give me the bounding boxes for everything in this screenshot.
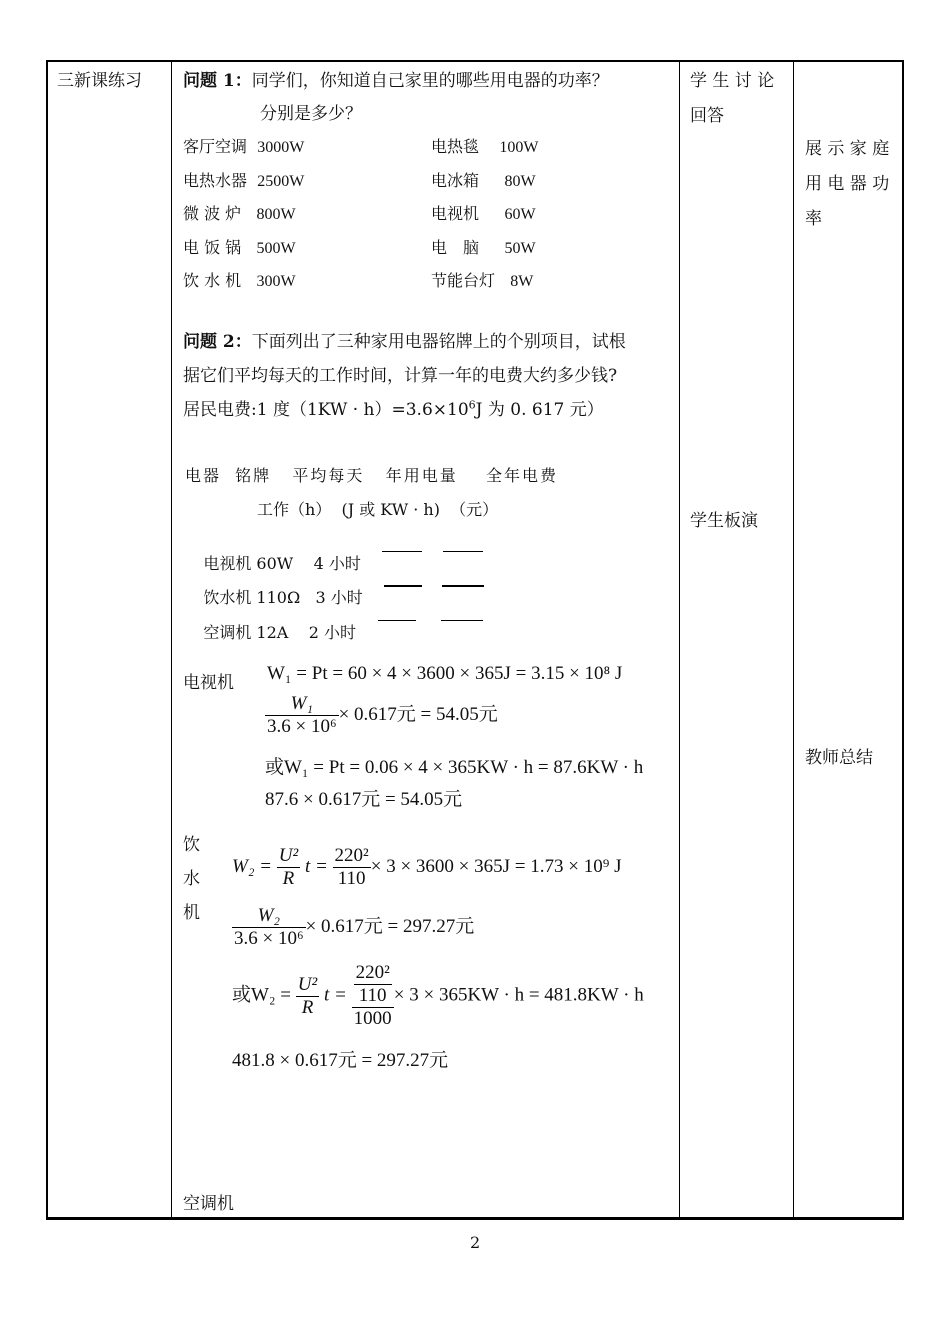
- appliance-list-left: [183, 131, 304, 299]
- tv-cost-kwh-equation: 87.6 × 0.617元 = 54.05元: [265, 789, 463, 810]
- fraction: $\frac{\text{W₁}}{\text{3.6 × 10⁶}}$: [267, 693, 337, 737]
- teacher-summary: 教师总结: [805, 748, 873, 768]
- table-bottom-border: [46, 1217, 904, 1220]
- student-board-work: 学生板演: [690, 511, 758, 531]
- dispenser-label-1: 饮: [183, 835, 200, 855]
- appliance-item: 电热水器 2500W: [183, 170, 305, 190]
- device-row: 空调机 12A 2 小时: [203, 623, 356, 642]
- column-divider-2: [679, 60, 680, 1220]
- fraction: $\frac{\text{W₂}}{\text{3.6 × 10⁶}}$: [234, 905, 304, 949]
- teacher-show-2: 用 电 器 功: [805, 174, 890, 194]
- tv-solution-label: 电视机: [183, 673, 234, 693]
- dispenser-cost-kwh-equation: 481.8 × 0.617元 = 297.27元: [232, 1050, 449, 1071]
- appliance-item: 电视机 60W: [431, 204, 536, 223]
- table-left-border: [46, 60, 48, 1220]
- student-discussion: 学 生 讨 论: [690, 71, 775, 91]
- dispenser-energy-equation: W₂ = $\frac{\text{U²}}{R}$ t = $\frac{\text{220²}}{110}$ × 3 × 3600 × 365J = 1.73 × 10⁹ J: [232, 845, 622, 889]
- nested-fraction: $\frac{\frac{\text{220²}}{110}}{1000}$: [352, 962, 394, 1030]
- table-header-cont: 工作（h） (J 或 KW · h) （元）: [257, 500, 499, 519]
- device-row: 饮水机 110Ω 3 小时: [203, 588, 363, 607]
- fraction: $\frac{\text{U²}}{R}$: [297, 973, 318, 1018]
- dispenser-label-2: 水: [183, 869, 200, 889]
- fraction: $\frac{\text{220²}}{110}$: [334, 845, 369, 889]
- appliance-item: 饮 水 机 300W: [183, 271, 296, 290]
- fraction: $\frac{\text{U²}}{R}$: [278, 845, 299, 889]
- answer-blank[interactable]: [441, 606, 483, 621]
- dispenser-label-3: 机: [183, 903, 200, 923]
- student-answer: 回答: [690, 106, 724, 126]
- question-2: [183, 327, 626, 352]
- question-2-text-cont: 据它们平均每天的工作时间，计算一年的电费大约多少钱?: [183, 366, 618, 386]
- answer-blank[interactable]: [382, 537, 422, 552]
- appliance-item: 电冰箱 80W: [431, 170, 536, 190]
- teacher-show-1: 展 示 家 庭: [805, 139, 890, 159]
- tv-cost-equation: $\frac{\text{W₁}}{\text{3.6 × 10⁶}}$ × 0.617元 = 54.05元: [267, 693, 498, 737]
- question-2-text: 下面列出了三种家用电器铭牌上的个别项目，试根: [251, 332, 626, 352]
- question-1-title: 问题 1：: [183, 71, 252, 91]
- question-2-title: 问题 2：: [183, 332, 252, 352]
- answer-blank[interactable]: [442, 571, 484, 587]
- answer-blank[interactable]: [378, 606, 416, 621]
- appliance-item: 电 饭 锅 500W: [183, 237, 296, 257]
- table-right-border: [902, 60, 904, 1220]
- answer-blank[interactable]: [384, 571, 422, 587]
- question-1-text-cont: 分别是多少？: [260, 104, 362, 124]
- ac-solution-label: 空调机: [183, 1194, 234, 1214]
- appliance-item: 微 波 炉 800W: [183, 204, 296, 223]
- question-1-text: 同学们，你知道自己家里的哪些用电器的功率？: [251, 71, 609, 91]
- device-row: 电视机 60W 4 小时: [203, 554, 361, 573]
- appliance-list-right: [431, 131, 538, 299]
- column-divider-3: [793, 60, 794, 1220]
- dispenser-energy-kwh-equation: 或W₂ = $\frac{\text{U²}}{R}$ t = $\frac{\frac{\text{220²}}{110}}{1000}$ × 3 × 365KW · h = 481.8KW · h: [232, 962, 644, 1029]
- tv-energy-equation: W₁ = Pt = 60 × 4 × 3600 × 365J = 3.15 × 10⁸ J: [267, 663, 623, 684]
- table-header: 电器 铭牌 平均每天 年用电量 全年电费: [185, 466, 559, 485]
- appliance-item: 客厅空调 3000W: [183, 137, 305, 156]
- page-number: 2: [470, 1233, 481, 1252]
- electricity-price: 居民电费:1 度$(1KW \cdot h)=3.6\times 10^6J$ 为 0. 617 元）: [183, 398, 604, 420]
- appliance-item: 节能台灯 8W: [431, 271, 534, 290]
- table-top-border: [46, 60, 904, 62]
- section-label: 三新课练习: [57, 71, 142, 91]
- question-1: [183, 66, 609, 91]
- tv-energy-kwh-equation: 或W₁ = Pt = 0.06 × 4 × 365KW · h = 87.6KW · h: [265, 757, 644, 778]
- appliance-item: 电热毯 100W: [431, 137, 539, 156]
- column-divider-1: [171, 60, 172, 1220]
- teacher-show-3: 率: [805, 209, 822, 229]
- dispenser-cost-equation: $\frac{\text{W₂}}{\text{3.6 × 10⁶}}$ × 0.617元 = 297.27元: [234, 905, 475, 949]
- appliance-item: 电 脑 50W: [431, 237, 536, 257]
- answer-blank[interactable]: [443, 537, 483, 552]
